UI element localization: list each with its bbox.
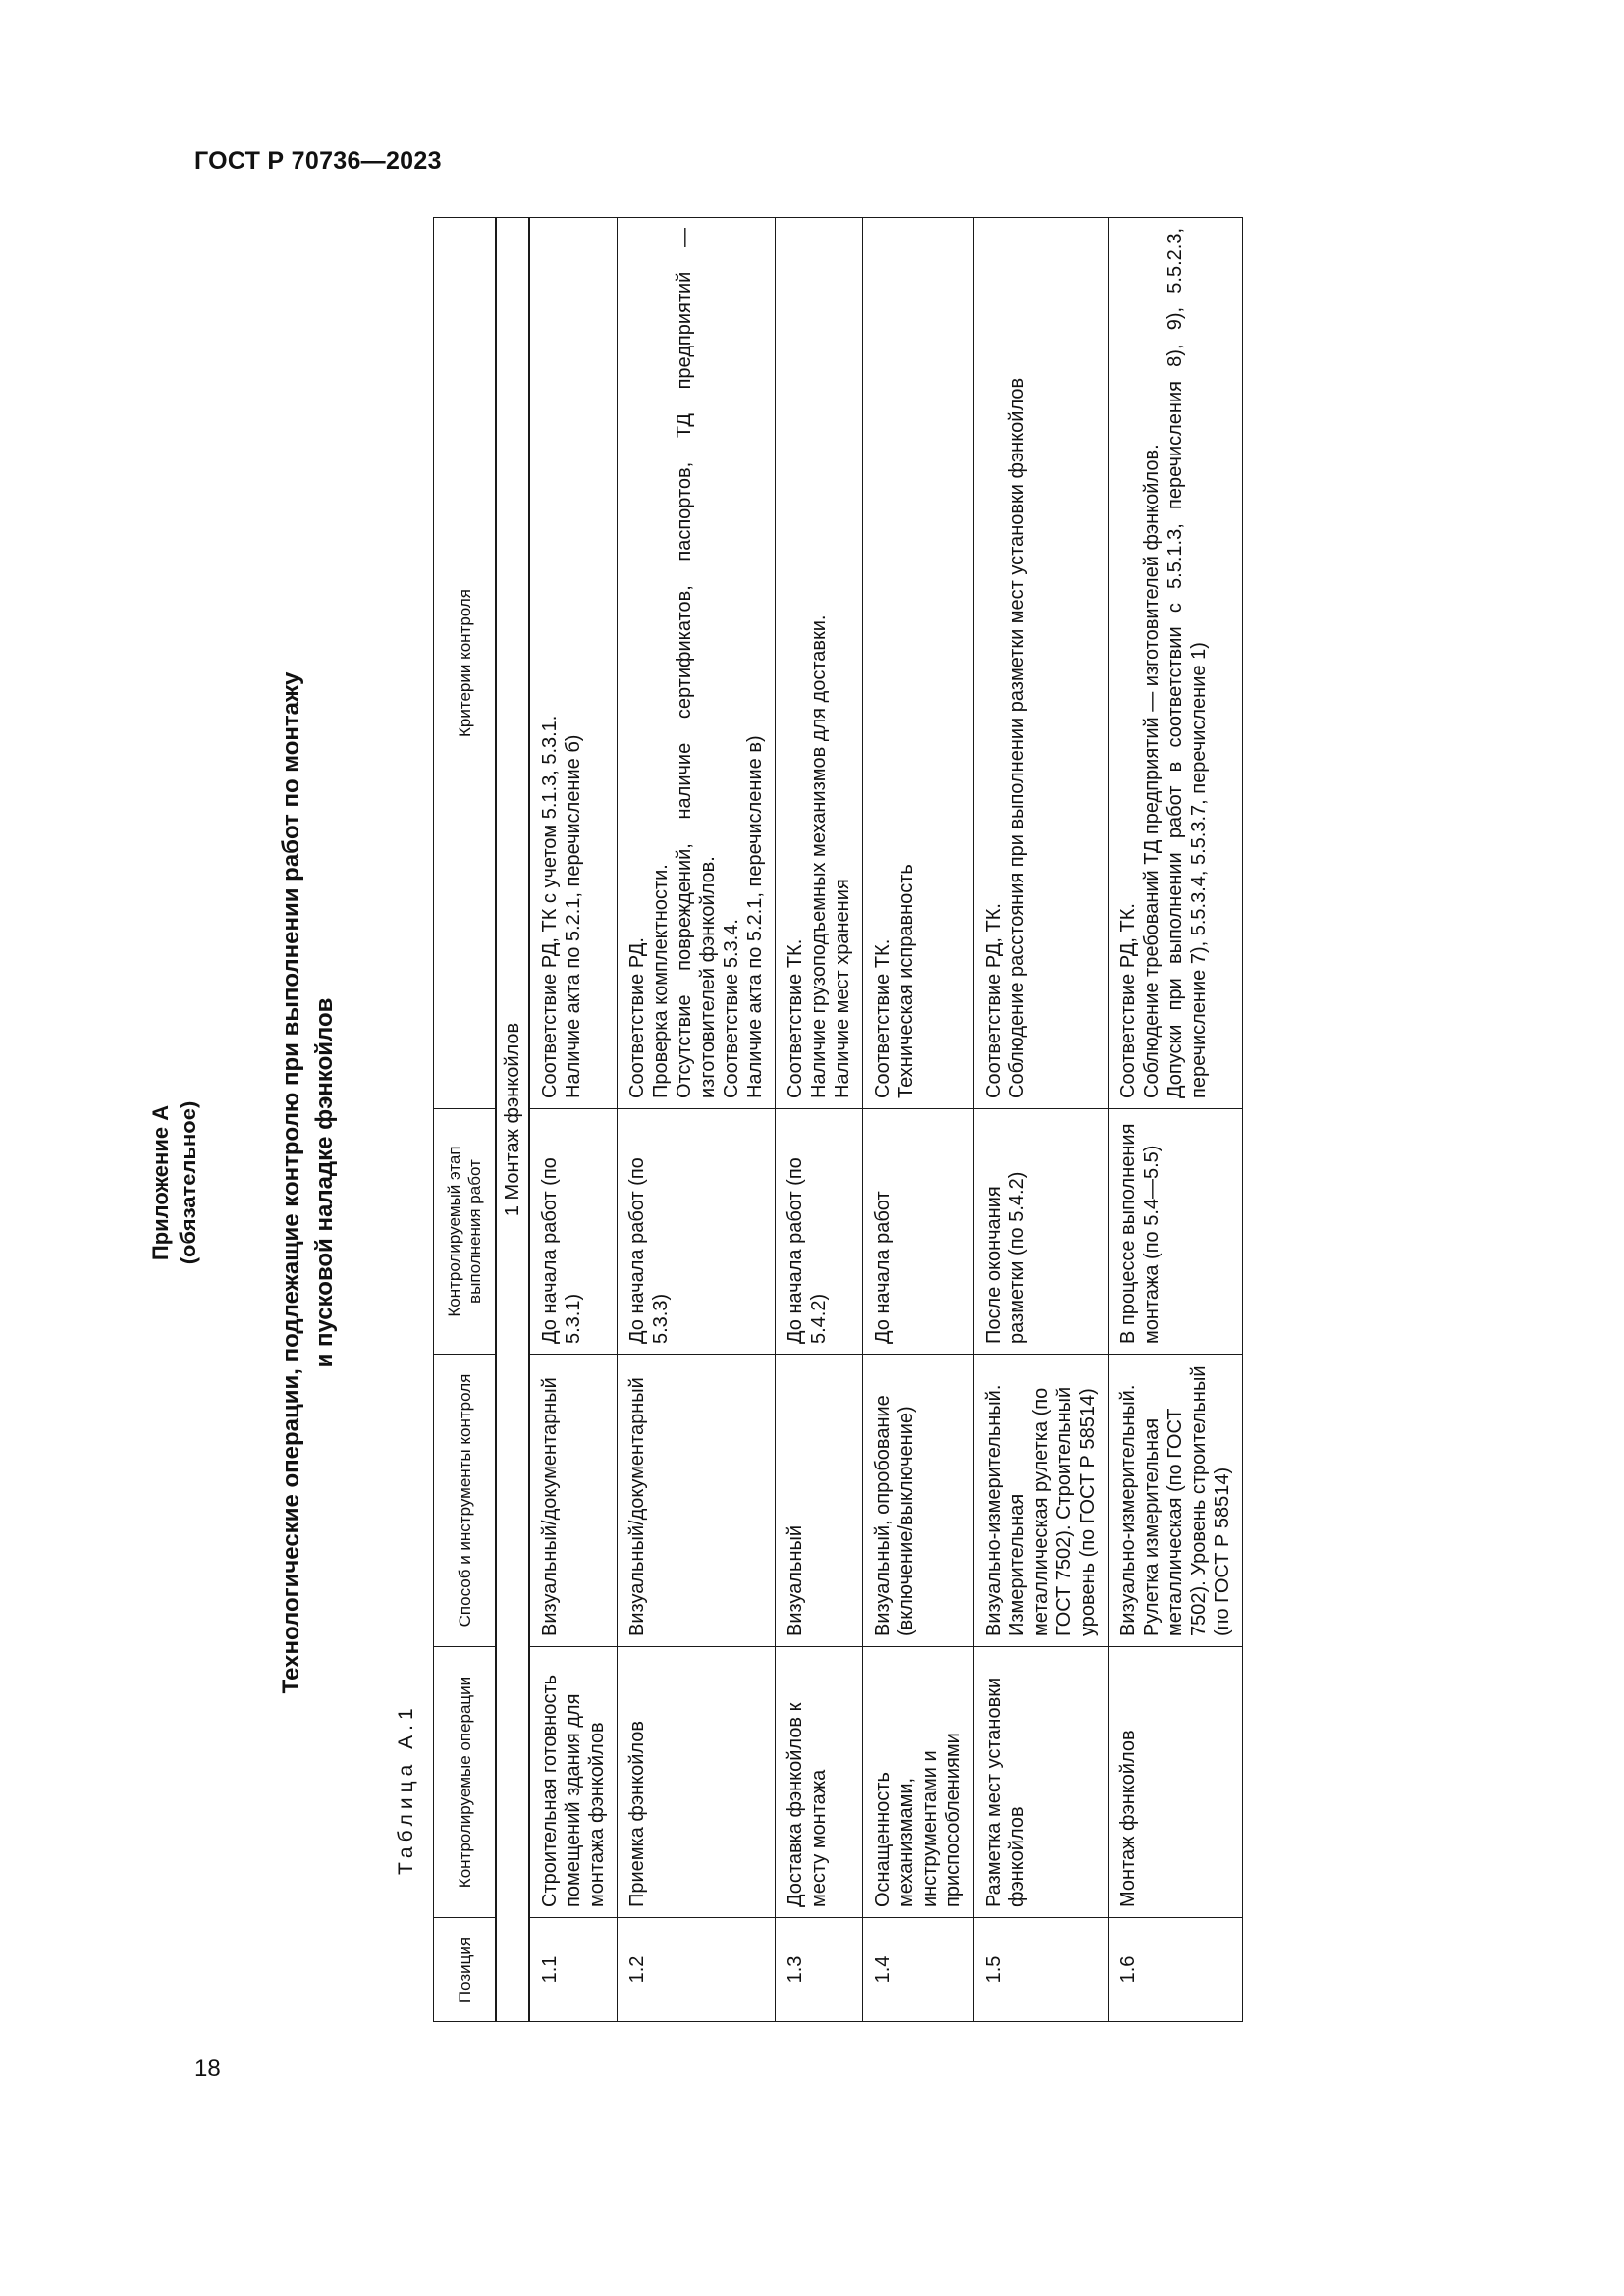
column-header-position: Позиция [434, 1918, 497, 2022]
cell-criteria [1109, 218, 1243, 1109]
table-row [776, 218, 863, 2022]
table-caption: Таблица А.1 [395, 1703, 417, 1875]
cell-operation: Разметка мест установки фэнкойлов [974, 1647, 1109, 1918]
criteria-line: Соответствие РД, ТК. [983, 903, 1004, 1098]
cell-method: Визуально-измерительный. Рулетка измерительная металлическая (по ГОСТ 7502). Уровень строительный (по ГОСТ Р 58514) [1109, 1355, 1243, 1647]
cell-position: 1.6 [1109, 1918, 1243, 2022]
criteria-line: Наличие грузоподъемных механизмов для доставки. [808, 614, 830, 1098]
appendix-status: (обязательное) [176, 1100, 200, 1265]
cell-stage: До начала работ (по 5.3.3) [618, 1109, 776, 1355]
criteria-line: Наличие акта по 5.2.1, перечисление в) [744, 735, 766, 1098]
table-row [529, 218, 618, 2022]
cell-position: 1.4 [863, 1918, 974, 2022]
criteria-line: Наличие мест хранения [832, 879, 853, 1098]
control-operations-table [433, 217, 1243, 2022]
criteria-line: Допуски при выполнении работ в соответствии с 5.5.1.3, перечисления 8), 9), 5.5.2.3, перечисление 7), 5.5.3.4, 5.5.3.7, перечисление 1) [1164, 228, 1210, 1098]
cell-operation: Приемка фэнкойлов [618, 1647, 776, 1918]
cell-criteria [776, 218, 863, 1109]
criteria-line: Проверка комплектности. [650, 864, 672, 1098]
column-header-method: Способ и инструменты контроля [434, 1355, 497, 1647]
criteria-line: Соблюдение расстояния при выполнении разметки мест установки фэнкойлов [1006, 377, 1028, 1098]
criteria-line: Отсутствие повреждений, наличие сертификатов, паспортов, ТД предприятий — изготовителей фэнкойлов. [674, 228, 719, 1098]
cell-stage: В процессе выполнения монтажа (по 5.4—5.5) [1109, 1109, 1243, 1355]
cell-operation: Монтаж фэнкойлов [1109, 1647, 1243, 1918]
table-row [863, 218, 974, 2022]
cell-operation: Строительная готовность помещений здания для монтажа фэнкойлов [529, 1647, 618, 1918]
cell-method: Визуально-измерительный. Измерительная металлическая рулетка (по ГОСТ 7502). Строительный уровень (по ГОСТ Р 58514) [974, 1355, 1109, 1647]
section-row [496, 218, 529, 2022]
table-row [618, 218, 776, 2022]
criteria-line: Соответствие РД. [626, 937, 648, 1098]
criteria-line: Техническая исправность [895, 864, 917, 1098]
cell-position: 1.1 [529, 1918, 618, 2022]
table-row [974, 218, 1109, 2022]
cell-position: 1.5 [974, 1918, 1109, 2022]
criteria-line: Соответствие РД, ТК. [1117, 903, 1139, 1098]
cell-stage: После окончания разметки (по 5.4.2) [974, 1109, 1109, 1355]
criteria-line: Соответствие 5.3.4. [721, 919, 742, 1098]
criteria-line: Наличие акта по 5.2.1, перечисление б) [563, 734, 584, 1098]
cell-position: 1.3 [776, 1918, 863, 2022]
main-title-line-2: и пусковой наладке фэнкойлов [311, 997, 338, 1368]
column-header-operations: Контролируемые операции [434, 1647, 497, 1918]
section-title: 1 Монтаж фэнкойлов [496, 218, 529, 2022]
cell-criteria [529, 218, 618, 1109]
document-code: ГОСТ Р 70736—2023 [194, 147, 442, 175]
criteria-line: Соблюдение требований ТД предприятий — изготовителей фэнкойлов. [1141, 444, 1163, 1098]
cell-operation: Оснащенность механизмами, инструментами и приспособлениями [863, 1647, 974, 1918]
cell-position: 1.2 [618, 1918, 776, 2022]
cell-criteria [618, 218, 776, 1109]
rotated-page-content [137, 211, 1492, 2155]
table-row [1109, 218, 1243, 2022]
main-title-line-1: Технологические операции, подлежащие контролю при выполнении работ по монтажу [278, 671, 304, 1694]
cell-stage: До начала работ [863, 1109, 974, 1355]
cell-criteria [974, 218, 1109, 1109]
cell-method: Визуальный, опробование (включение/выключение) [863, 1355, 974, 1647]
cell-method: Визуальный/документарный [618, 1355, 776, 1647]
cell-criteria [863, 218, 974, 1109]
column-header-criteria: Критерии контроля [434, 218, 497, 1109]
appendix-title: Приложение А [148, 1104, 173, 1261]
cell-method: Визуальный/документарный [529, 1355, 618, 1647]
column-header-stage: Контролируемый этап выполнения работ [434, 1109, 497, 1355]
cell-stage: До начала работ (по 5.4.2) [776, 1109, 863, 1355]
criteria-line: Соответствие ТК. [872, 938, 893, 1098]
page-number: 18 [194, 2056, 221, 2082]
cell-method: Визуальный [776, 1355, 863, 1647]
cell-stage: До начала работ (по 5.3.1) [529, 1109, 618, 1355]
criteria-line: Соответствие ТК. [785, 938, 806, 1098]
table-header-row [434, 218, 497, 2022]
criteria-line: Соответствие РД, ТК с учетом 5.1.3, 5.3.1. [539, 715, 561, 1098]
cell-operation: Доставка фэнкойлов к месту монтажа [776, 1647, 863, 1918]
